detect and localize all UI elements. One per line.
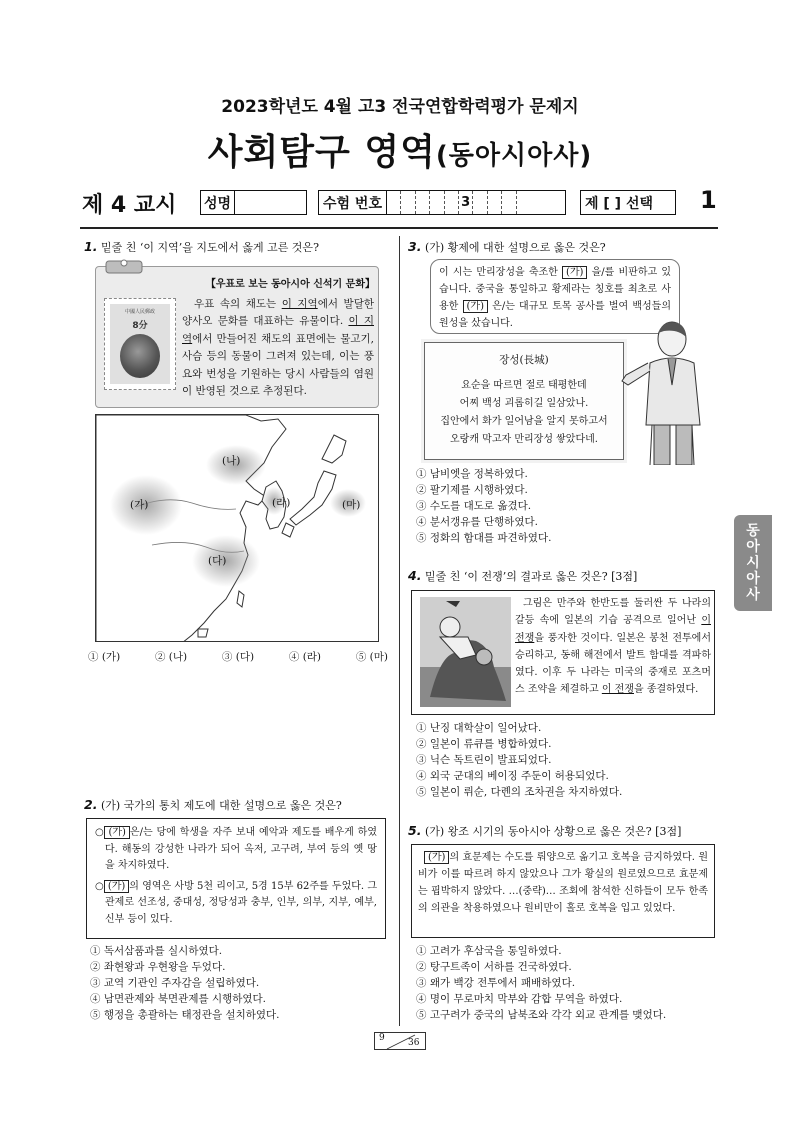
choice-option[interactable]: ⑤ 정화의 함대를 파견하였다. — [416, 532, 552, 544]
header-rule — [80, 227, 718, 229]
name-field[interactable] — [200, 190, 307, 215]
choice-option[interactable]: ⑤ (마) — [355, 651, 388, 663]
q4-title: 4. 밑줄 친 ‘이 전쟁’의 결과로 옳은 것은? [3점] — [408, 568, 638, 583]
name-label: 성명 — [201, 191, 235, 214]
number-cell: 3 — [459, 191, 473, 214]
stamp-value: 8分 — [132, 321, 148, 331]
satirical-cartoon-icon — [420, 597, 511, 707]
column-divider — [399, 236, 400, 1026]
q1-card-text: 우표 속의 채도는 이 지역에서 발달한 양사오 문화를 대표하는 유물이다. 이 지역에서 만들어진 채도의 표면에는 물고기, 사슴 등의 동물이 그려져 있는데, 이는 풍요와 번성을 기원하는 당시 사람들의 염원이 반영된 것으로 추정된다. — [182, 298, 374, 398]
choice-option[interactable]: ① 남비엣을 정복하였다. — [416, 468, 528, 480]
choice-option[interactable]: ① 독서삼품과를 실시하였다. — [90, 945, 223, 957]
page-counter — [374, 1032, 426, 1050]
exam-title-main: 사회탐구 영역 — [207, 132, 436, 173]
choice-option[interactable]: ④ 명이 무로마치 막부와 감합 무역을 하였다. — [416, 993, 623, 1005]
choice-option[interactable]: ③ (다) — [221, 651, 255, 663]
exam-title — [0, 124, 800, 175]
page-total: 36 — [408, 1038, 420, 1048]
choice-option[interactable]: ② 팔기제를 시행하였다. — [416, 484, 528, 496]
choice-option[interactable]: ④ (라) — [288, 651, 322, 663]
choice-option[interactable]: ③ 교역 기관인 주자감을 설립하였다. — [90, 977, 260, 989]
teacher-speech-bubble: 이 시는 만리장성을 축조한 (가) 을/를 비판하고 있습니다. 중국을 통일하고 황제라는 칭호를 최초로 사용한 (가) 은/는 대규모 토목 공사를 벌여 백성들의 원성을 샀습니다. — [430, 259, 680, 334]
clipboard-clip-icon — [104, 257, 144, 275]
q2-choices — [90, 943, 279, 1023]
map-label-na: (나) — [222, 455, 241, 467]
subject-side-tab: 동 아 시 아 사 — [734, 515, 772, 611]
choice-option[interactable]: ③ 왜가 백강 전투에서 패배하였다. — [416, 977, 576, 989]
choice-option[interactable]: ③ 닉슨 독트린이 발표되었다. — [416, 754, 552, 766]
exam-year: 2023학년도 4월 고3 전국연합학력평가 문제지 — [221, 97, 579, 117]
q2-paragraph: ○ (가) 은/는 당에 학생을 자주 보내 예악과 제도를 배우게 하였다. 해동의 강성한 나라가 되어 옥저, 고구려, 부여 등의 옛 땅을 차지하였다. — [95, 827, 377, 871]
map-label-ga: (가) — [130, 499, 149, 511]
choice-option[interactable]: ④ 외국 군대의 베이징 주둔이 허용되었다. — [416, 770, 609, 782]
east-asia-map — [95, 414, 379, 642]
stamp-country: 中國人民郵政 — [124, 309, 155, 315]
q2-paragraph: ○ (가) 의 영역은 사방 5천 리이고, 5경 15부 62주를 두었다. 그 관제로 선조성, 중대성, 정당성과 충부, 인부, 의부, 지부, 예부, 신부 등이 있다. — [95, 880, 377, 925]
choice-option[interactable]: ① 난징 대학살이 일어났다. — [416, 722, 542, 734]
choice-option[interactable]: ⑤ 행정을 총괄하는 태정관을 설치하였다. — [90, 1009, 280, 1021]
choice-option[interactable]: ① (가) — [88, 651, 121, 663]
number-cell — [445, 191, 459, 214]
number-cell — [517, 191, 531, 214]
choice-option[interactable]: ① 고려가 후삼국을 통일하였다. — [416, 945, 562, 957]
choice-option[interactable]: ② (나) — [154, 651, 188, 663]
q1-choices — [88, 649, 388, 664]
number-cell — [502, 191, 516, 214]
q2-source-box — [86, 818, 386, 939]
selection-field[interactable] — [580, 190, 676, 215]
selection-label: 제 [ ] 선택 — [585, 195, 653, 212]
number-cell — [473, 191, 487, 214]
q5-source-box: (가) 의 효문제는 수도를 뤄양으로 옮기고 호복을 금지하였다. 원비가 이를 따르려 하지 않았으나 그가 황실의 원로였으므로 효문제는 핍박하지 않았다. …(중략)… 조회에 참석한 신하들이 모두 한족의 의관을 착용하였으나 원비만이 홀로 호복을 입고 있었다. — [411, 844, 715, 938]
map-label-ra: (라) — [272, 497, 291, 509]
q1-card-title: 【우표로 보는 동아시아 신석기 문화】 — [205, 279, 375, 290]
exam-title-sub: (동아시아사) — [435, 141, 593, 171]
map-label-ma: (마) — [342, 499, 361, 511]
poem-title: 장성(長城) — [499, 354, 549, 366]
choice-option[interactable]: ④ 남면관제와 북면관제를 시행하였다. — [90, 993, 266, 1005]
q4-choices — [416, 720, 622, 800]
poem-lines: 요순을 따르면 절로 태평한데 어찌 백성 괴롭히길 일삼았나. 집안에서 화가 일어남을 알지 못하고서 오랑캐 막고자 만리장성 쌓았다네. — [440, 380, 608, 445]
number-cell — [387, 191, 401, 214]
choice-option[interactable]: ② 탕구트족이 서하를 건국하였다. — [416, 961, 572, 973]
q4-source-text: 그림은 만주와 한반도를 둘러싼 두 나라의 갈등 속에 일본의 기습 공격으로 일어난 이 전쟁을 풍자한 것이다. 일본은 봉천 전투에서 승리하고, 동해 해전에서 발트 함대를 격파하였다. 이후 두 나라는 미국의 중재로 포츠머스 조약을 체결하고 이 전쟁을 종결하였다. — [515, 598, 711, 696]
choice-option[interactable]: ② 좌현왕과 우현왕을 두었다. — [90, 961, 226, 973]
choice-option[interactable]: ③ 수도를 대도로 옮겼다. — [416, 500, 532, 512]
q1-title: 1. 밑줄 친 ‘이 지역’을 지도에서 옳게 고른 것은? — [84, 239, 319, 254]
number-cell — [488, 191, 502, 214]
exam-number-label: 수험 번호 — [319, 191, 387, 214]
exam-number-field[interactable] — [318, 190, 566, 215]
q3-choices — [416, 466, 551, 546]
number-cell — [401, 191, 415, 214]
page-current: 9 — [379, 1033, 385, 1043]
choice-option[interactable]: ⑤ 고구려가 중국의 남북조와 각각 외교 관계를 맺었다. — [416, 1009, 667, 1021]
q5-choices — [416, 943, 666, 1023]
choice-option[interactable]: ④ 분서갱유를 단행하였다. — [416, 516, 538, 528]
map-label-da: (다) — [208, 555, 227, 567]
painted-pottery-icon — [120, 334, 160, 378]
q5-title: 5. (가) 왕조 시기의 동아시아 상황으로 옳은 것은? [3점] — [408, 823, 682, 838]
q3-title: 3. (가) 황제에 대한 설명으로 옳은 것은? — [408, 239, 606, 254]
teacher-illustration-icon — [620, 315, 712, 465]
q2-title: 2. (가) 국가의 통치 제도에 대한 설명으로 옳은 것은? — [84, 797, 342, 812]
number-cell — [430, 191, 444, 214]
page-number-large: 1 — [700, 186, 717, 214]
period-label: 제 4 교시 — [82, 193, 177, 218]
choice-option[interactable]: ② 일본이 류큐를 병합하였다. — [416, 738, 552, 750]
number-cell — [416, 191, 430, 214]
choice-option[interactable]: ⑤ 일본이 뤼순, 다롄의 조차권을 차지하였다. — [416, 786, 623, 798]
